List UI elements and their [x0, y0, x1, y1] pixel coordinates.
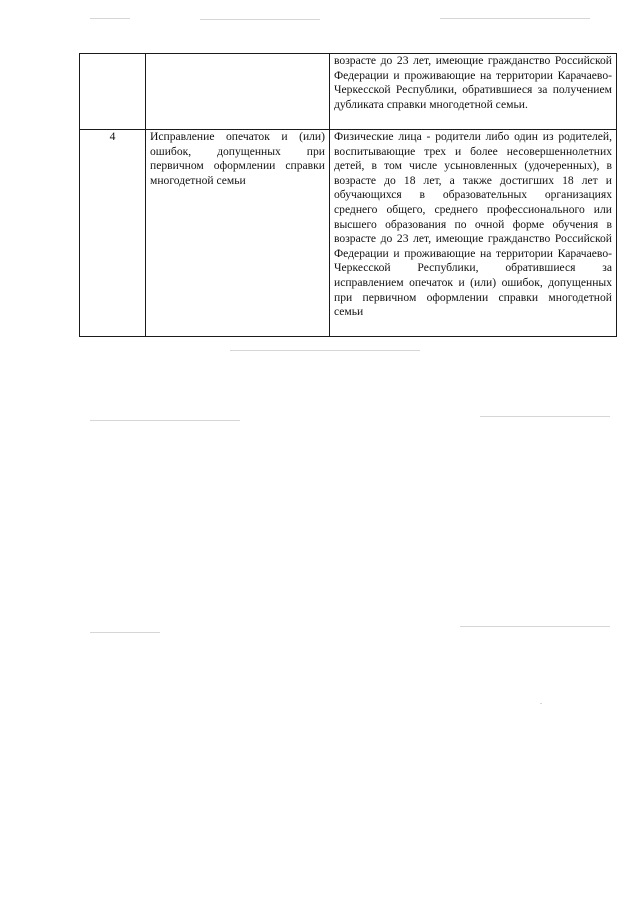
- scan-noise: [440, 18, 590, 19]
- scan-noise: [230, 350, 420, 351]
- table-row: [80, 130, 617, 337]
- scan-noise: [460, 626, 610, 627]
- scan-noise: [480, 416, 610, 417]
- service-name-cell: Исправление опечаток и (или) ошибок, допущенных при первичном оформлении справки многодетной семьи: [146, 130, 330, 337]
- scan-noise: [200, 19, 320, 20]
- applicants-cell: Физические лица - родители либо один из родителей, воспитывающие трех и более несовершеннолетних детей, в том числе усыновленных (удочеренных), в возрасте до 18 лет, а также достигших 18 лет и обучающихся в образовательных организациях среднего общего, среднего профессионального или высшего образования по очной форме обучения в возрасте до 23 лет, имеющие гражданство Российской Федерации и проживающие на территории Карачаево-Черкесской Республики, обратившиеся за исправлением опечаток и (или) ошибок, допущенных при первичном оформлении справки многодетной семьи: [330, 130, 617, 337]
- applicants-cell: возрасте до 23 лет, имеющие гражданство Российской Федерации и проживающие на территории Карачаево-Черкесской Республики, обратившиеся за получением дубликата справки многодетной семьи.: [330, 54, 617, 130]
- service-name-cell: [146, 54, 330, 130]
- scan-noise: [90, 420, 240, 421]
- services-table: [79, 53, 617, 337]
- scan-noise: [90, 18, 130, 19]
- scan-noise: [90, 632, 160, 633]
- row-number-cell: 4: [80, 130, 146, 337]
- table-row: [80, 54, 617, 130]
- row-number-cell: [80, 54, 146, 130]
- scan-noise: [540, 703, 542, 704]
